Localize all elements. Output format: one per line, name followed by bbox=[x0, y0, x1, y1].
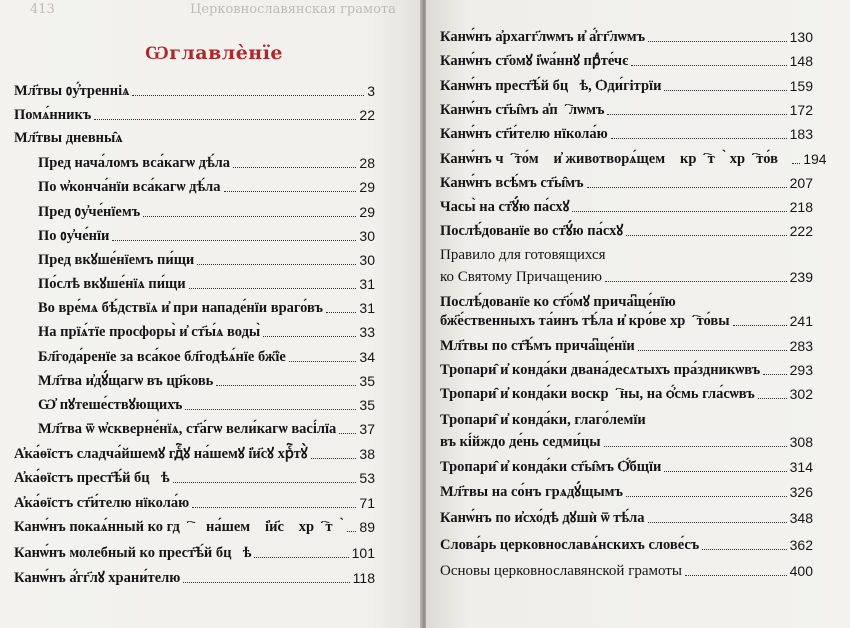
dot-leader bbox=[607, 114, 786, 115]
toc-entry-title: По́слѣ вкꙋше́нїѧ пи́щи bbox=[38, 276, 186, 292]
page-title: Ѡглавлѐнїе bbox=[145, 42, 284, 64]
toc-entry-title: Канѡ́нъ ст҃ы̑мъ а҆пⷭ҇лѡмъ bbox=[440, 102, 605, 118]
toc-page-number: 172 bbox=[789, 102, 813, 118]
toc-page-number: 362 bbox=[789, 537, 813, 553]
toc-entry-title: Канѡ́нъ по и҆схо́дѣ дꙋшѝ ѿ тѣ́ла bbox=[440, 510, 645, 526]
toc-entry-title: По ѡ҆конча́нїи вса́кагѡ дѣ́ла bbox=[38, 179, 221, 195]
toc-entry-title: Канѡ́нъ ст҃омꙋ і҆ѡа́ннꙋ прⷣте́чє bbox=[440, 53, 629, 69]
toc-entry-title: ко Святому Причащению bbox=[440, 269, 602, 285]
dot-leader bbox=[311, 458, 357, 459]
toc-entry-title: Тропари̑ и҆ конда́ки ст҃ы̑мъ Ѻ҆́бщїи bbox=[440, 459, 662, 475]
bleed-through-running-head: Церковнославянская грамота bbox=[190, 2, 396, 17]
dot-leader bbox=[587, 187, 787, 188]
dot-leader bbox=[183, 582, 349, 583]
dot-leader bbox=[326, 312, 357, 313]
toc-page-number: 148 bbox=[789, 53, 813, 69]
toc-entry[interactable] bbox=[38, 251, 375, 269]
dot-leader bbox=[648, 522, 787, 523]
toc-page-number: 31 bbox=[359, 300, 375, 316]
dot-leader bbox=[254, 557, 348, 558]
toc-entry[interactable] bbox=[38, 420, 375, 438]
toc-entry[interactable] bbox=[440, 361, 813, 379]
toc-entry-title: На прїѧ́тїе просфоры̀ и҆ ст҃ы́ѧ воды̀ bbox=[38, 324, 261, 340]
toc-entry-title: Канѡ́нъ покаѧ́нный ко гдⷭ҇ꙋ на́шемꙋ і҆и҃сꙋ хрⷭ҇тꙋ̀ bbox=[14, 519, 344, 535]
toc-page-number: 314 bbox=[789, 459, 813, 475]
toc-page-number: 218 bbox=[789, 199, 813, 215]
dot-leader bbox=[626, 496, 787, 497]
toc-entry[interactable] bbox=[38, 323, 375, 341]
toc-entry[interactable] bbox=[440, 77, 813, 95]
toc-page-number: 130 bbox=[789, 29, 813, 45]
toc-entry-title: Помѧ́нникъ bbox=[14, 107, 92, 123]
toc-entry[interactable] bbox=[14, 106, 375, 124]
toc-entry[interactable] bbox=[440, 433, 813, 451]
toc-entry[interactable] bbox=[14, 469, 375, 487]
toc-page-number: 30 bbox=[359, 228, 375, 244]
toc-entry-title: въ кі́йждо де́нь седми́цы bbox=[440, 434, 601, 450]
toc-entry-title: Мл҃тва ѿ ѡ҆скверне́нїѧ, ст҃а́гѡ вели́кагѡ васі́лїа bbox=[38, 421, 337, 437]
toc-entry[interactable] bbox=[440, 536, 813, 554]
dot-leader bbox=[192, 507, 356, 508]
toc-page-number: 37 bbox=[359, 421, 375, 437]
dot-leader bbox=[604, 446, 787, 447]
dot-leader bbox=[224, 191, 357, 192]
toc-entry-title: Во вре́мѧ бѣ́дствїѧ и҆ при нападе́нїи враго́въ bbox=[38, 300, 323, 316]
dot-leader bbox=[792, 163, 800, 164]
toc-entry[interactable] bbox=[440, 101, 813, 119]
dot-leader bbox=[94, 119, 356, 120]
toc-entry-title: Пред вкꙋше́нїемъ пи́щи bbox=[38, 252, 195, 268]
toc-page-number: 38 bbox=[359, 446, 375, 462]
toc-entry[interactable] bbox=[38, 154, 375, 172]
dot-leader bbox=[611, 138, 787, 139]
toc-page-number: 326 bbox=[789, 484, 813, 500]
toc-entry[interactable] bbox=[38, 275, 375, 293]
toc-page-number: 29 bbox=[359, 204, 375, 220]
dot-leader bbox=[664, 471, 786, 472]
toc-entry-title: Канѡ́нъ молебный ко прест҃ѣ́й бцⷣѣ bbox=[14, 545, 252, 561]
dot-leader bbox=[733, 325, 787, 326]
dot-leader bbox=[216, 385, 356, 386]
dot-leader bbox=[347, 531, 357, 532]
toc-entry[interactable] bbox=[440, 150, 827, 168]
toc-page-number: 34 bbox=[359, 349, 375, 365]
toc-entry[interactable] bbox=[440, 125, 813, 143]
toc-entry-title: Послѣ́дованїе ко ст҃о́мꙋ прича͆ще́нїю bbox=[440, 294, 676, 310]
toc-entry-title: Мл҃твы на со́нъ грѧдꙋ́щымъ bbox=[440, 484, 623, 500]
toc-page-number: 222 bbox=[789, 223, 813, 239]
toc-entry[interactable] bbox=[440, 246, 813, 264]
toc-entry-title: Правило для готовящихся bbox=[440, 247, 606, 263]
toc-entry-title: Тропари̑ и҆ конда́ки воскрⷭ҇ны, на ѻ҆́смь гла́сѡвъ bbox=[440, 386, 755, 402]
toc-entry[interactable] bbox=[38, 178, 375, 196]
toc-entry[interactable] bbox=[38, 372, 375, 390]
toc-page-number: 283 bbox=[789, 338, 813, 354]
toc-entry-title: Пред нача́ломъ вса́кагѡ дѣ́ла bbox=[38, 155, 231, 171]
toc-entry-title: Слова́рь церковнославѧ́нскихъ слове́съ bbox=[440, 537, 700, 553]
toc-page-number: 101 bbox=[351, 545, 375, 561]
dot-leader bbox=[185, 409, 356, 410]
toc-entry-title: Мл҃тва и҆дꙋ́щагѡ въ цр҃ковь bbox=[38, 373, 214, 389]
toc-entry[interactable] bbox=[440, 293, 813, 311]
toc-page-number: 239 bbox=[789, 269, 813, 285]
dot-leader bbox=[339, 433, 356, 434]
left-page bbox=[0, 0, 422, 628]
toc-page-number: 3 bbox=[367, 83, 375, 99]
bleed-through-page-number: 413 bbox=[30, 2, 55, 17]
toc-entry-title: Ѡ҆ пꙋтеше́ствꙋющихъ bbox=[38, 397, 183, 413]
toc-page-number: 89 bbox=[359, 519, 375, 535]
toc-page-number: 302 bbox=[789, 386, 813, 402]
toc-page-number: 33 bbox=[359, 324, 375, 340]
toc-entry[interactable] bbox=[440, 337, 813, 355]
toc-entry-title: бж҃е́ственныхъ та́инъ тѣ́ла и҆ кро́ве хрⷭ҇то́вы bbox=[440, 313, 730, 329]
dot-leader bbox=[626, 235, 787, 236]
right-page bbox=[426, 0, 850, 628]
toc-entry[interactable] bbox=[38, 348, 375, 366]
toc-entry-title: Основы церковнославянской грамоты bbox=[440, 563, 682, 579]
dot-leader bbox=[572, 211, 786, 212]
toc-entry[interactable] bbox=[14, 82, 375, 100]
toc-entry[interactable] bbox=[38, 396, 375, 414]
toc-page-number: 241 bbox=[789, 313, 813, 329]
toc-page-number: 194 bbox=[803, 151, 827, 167]
toc-entry-title: Пред ᲂу҆че́нїемъ bbox=[38, 204, 141, 220]
toc-entry[interactable] bbox=[440, 268, 813, 286]
toc-page-number: 159 bbox=[789, 78, 813, 94]
dot-leader bbox=[143, 216, 356, 217]
toc-entry-title: А҆ка́ѳїстъ сладча́йшемꙋ гдⷭ҇ꙋ на́шемꙋ і҆и҃сꙋ хрⷭ҇тꙋ̀ bbox=[14, 446, 308, 462]
toc-entry[interactable] bbox=[440, 312, 813, 330]
toc-entry-title: Мл҃твы ᲂу҆́тренніѧ bbox=[14, 83, 130, 99]
toc-page-number: 30 bbox=[359, 252, 375, 268]
toc-page-number: 53 bbox=[359, 470, 375, 486]
toc-entry[interactable] bbox=[38, 299, 375, 317]
toc-page-number: 35 bbox=[359, 373, 375, 389]
toc-entry[interactable] bbox=[440, 28, 813, 46]
dot-leader bbox=[631, 65, 786, 66]
toc-entry[interactable] bbox=[440, 198, 813, 216]
toc-entry[interactable] bbox=[440, 52, 813, 70]
toc-entry[interactable] bbox=[440, 222, 813, 240]
toc-entry[interactable] bbox=[440, 458, 813, 476]
toc-entry-title: Канѡ́нъ всѣ́мъ ст҃ы̑мъ bbox=[440, 175, 584, 191]
dot-leader bbox=[702, 549, 786, 550]
dot-leader bbox=[289, 361, 357, 362]
toc-page-number: 35 bbox=[359, 397, 375, 413]
toc-page-number: 118 bbox=[352, 570, 375, 586]
toc-entry-title: А҆ка́ѳїстъ прест҃ѣ́й бцⷣѣ bbox=[14, 470, 170, 486]
toc-page-number: 71 bbox=[359, 495, 375, 511]
toc-page-number: 400 bbox=[789, 563, 813, 579]
dot-leader bbox=[638, 350, 787, 351]
toc-page-number: 348 bbox=[789, 510, 813, 526]
toc-entry[interactable] bbox=[440, 385, 813, 403]
toc-entry[interactable] bbox=[38, 203, 375, 221]
toc-entry-title: Канѡ́нъ а҆рхагг҃лѡмъ и҆ а҆́гг҃лѡмъ bbox=[440, 29, 646, 45]
dot-leader bbox=[189, 288, 357, 289]
toc-entry[interactable] bbox=[14, 518, 375, 536]
toc-entry-title: Канѡ́нъ а҆́гг҃лꙋ храни́телю bbox=[14, 570, 181, 586]
dot-leader bbox=[685, 575, 787, 576]
toc-entry-title: Канѡ́нъ чⷭ҇то́мꙋ и҆ животворѧ́щемꙋ крⷭ҇тꙋ̀ хрⷭ҇то́вꙋ bbox=[440, 151, 790, 167]
toc-entry-title: Мл҃твы по ст҃ѣ́мъ прича͆ще́нїи bbox=[440, 338, 635, 354]
toc-entry-title: Бл҃года́ренїе за вса́кое бл҃годѣѧ́нїе бж҃їе bbox=[38, 349, 286, 365]
dot-leader bbox=[648, 41, 787, 42]
toc-entry[interactable] bbox=[440, 411, 813, 429]
toc-entry-title: Канѡ́нъ прест҃ѣ́й бцⷣѣ, Ѻди́гітрїи bbox=[440, 78, 662, 94]
dot-leader bbox=[233, 167, 356, 168]
toc-entry[interactable] bbox=[14, 445, 375, 463]
dot-leader bbox=[763, 374, 786, 375]
dot-leader bbox=[263, 336, 356, 337]
toc-entry-title: По ᲂу҆че́нїи bbox=[38, 228, 110, 244]
dot-leader bbox=[173, 482, 357, 483]
toc-entry-title: Канѡ́нъ ст҃и́телю нїкола́ю bbox=[440, 126, 608, 142]
toc-entry-title: Тропари̑ и҆ конда́ки, глаго́лемїи bbox=[440, 412, 646, 428]
dot-leader bbox=[112, 240, 356, 241]
toc-entry[interactable] bbox=[440, 562, 813, 580]
toc-entry[interactable] bbox=[14, 129, 375, 147]
toc-entry[interactable] bbox=[14, 569, 375, 587]
toc-entry[interactable] bbox=[14, 494, 375, 512]
toc-entry[interactable] bbox=[440, 483, 813, 501]
toc-entry[interactable] bbox=[38, 227, 375, 245]
dot-leader bbox=[132, 95, 364, 96]
dot-leader bbox=[197, 264, 356, 265]
toc-page-number: 183 bbox=[789, 126, 813, 142]
toc-entry-title: Тропари̑ и҆ конда́ки двана́десѧтыхъ пра́здникѡвъ bbox=[440, 362, 761, 378]
toc-page-number: 308 bbox=[789, 434, 813, 450]
toc-entry-title: Мл҃твы дневны̑ѧ bbox=[14, 130, 123, 146]
toc-page-number: 31 bbox=[359, 276, 375, 292]
dot-leader bbox=[664, 90, 786, 91]
toc-page-number: 22 bbox=[359, 107, 375, 123]
toc-page-number: 28 bbox=[359, 155, 375, 171]
dot-leader bbox=[758, 398, 787, 399]
toc-entry[interactable] bbox=[14, 544, 375, 562]
toc-entry-title: Часы̀ на ст҃ꙋ́ю па́схꙋ bbox=[440, 199, 570, 215]
toc-page-number: 207 bbox=[789, 175, 813, 191]
toc-entry[interactable] bbox=[440, 174, 813, 192]
toc-page-number: 293 bbox=[789, 362, 813, 378]
toc-entry-title: А҆ка́ѳїстъ ст҃и́телю нїкола́ю bbox=[14, 495, 190, 511]
toc-entry-title: Послѣ́дованїе во ст҃ꙋ́ю па́схꙋ bbox=[440, 223, 624, 239]
toc-entry[interactable] bbox=[440, 509, 813, 527]
toc-page-number: 29 bbox=[359, 179, 375, 195]
dot-leader bbox=[605, 281, 787, 282]
